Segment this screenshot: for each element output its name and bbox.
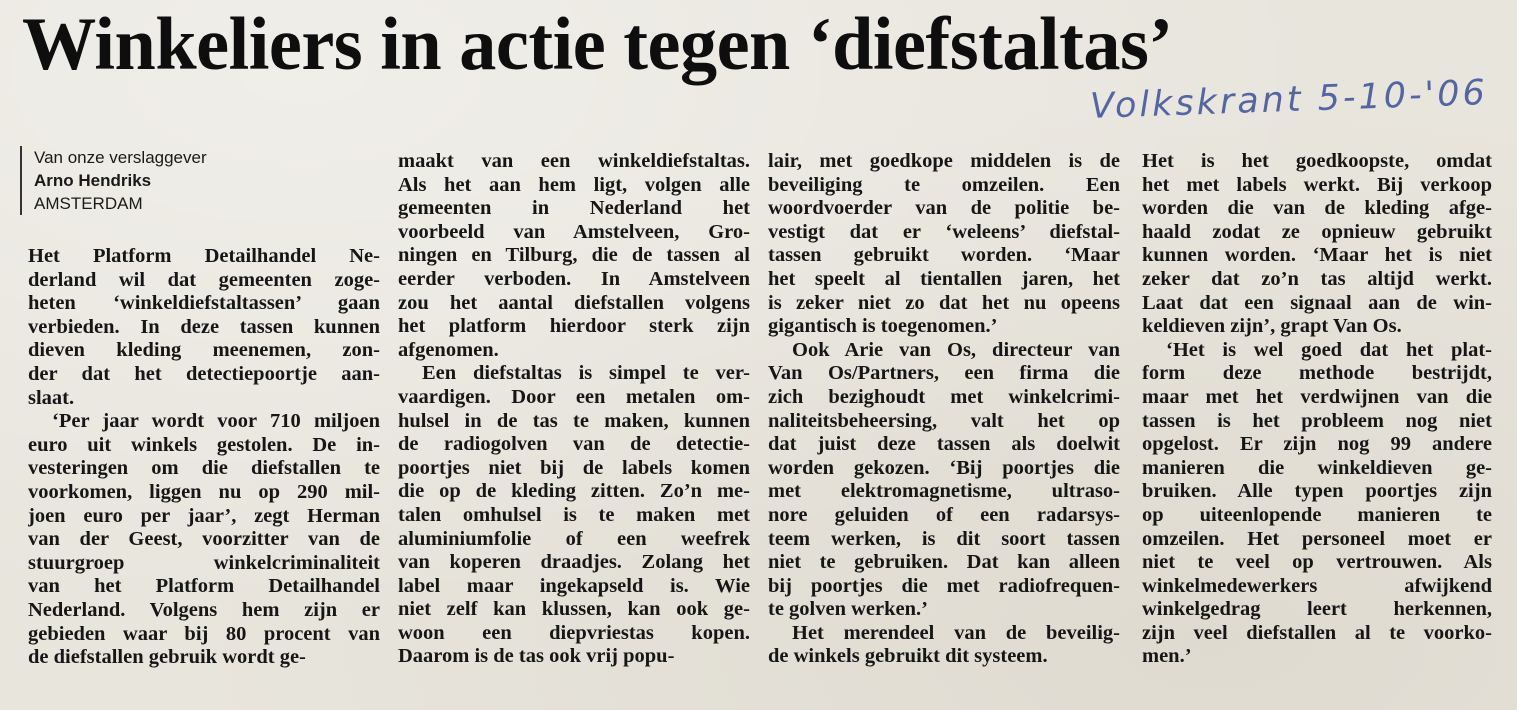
article-line: Het Platform Detailhandel Ne- — [28, 245, 380, 267]
article-line: tassen gebruikt worden. ‘Maar — [768, 244, 1120, 267]
article-headline: Winkeliers in actie tegen ‘diefstaltas’ — [22, 3, 1173, 86]
article-line: niet te veel op vertrouwen. Als — [1142, 551, 1492, 574]
article-line: keldieven zijn’, grapt Van Os. — [1142, 315, 1402, 338]
article-line: die op de kleding zitten. Zo’n me- — [398, 480, 750, 503]
article-line: bij poortjes die met radiofrequen- — [768, 574, 1120, 597]
article-line: stuurgroep winkelcriminaliteit — [28, 551, 380, 574]
article-line: zeker dat zo’n tas altijd werkt. — [1142, 267, 1492, 290]
article-line: opgelost. Er zijn nog 99 andere — [1142, 433, 1492, 456]
article-line: woordvoerder van de politie be- — [768, 197, 1120, 220]
article-line: bruiken. Alle typen poortjes zijn — [1142, 480, 1492, 503]
article-line: heten ‘winkeldiefstaltassen’ gaan — [28, 292, 380, 315]
article-line: tassen is het probleem nog niet — [1142, 409, 1492, 432]
article-line: label maar ingekapseld is. Wie — [398, 574, 750, 597]
article-line: derland wil dat gemeenten zoge- — [28, 268, 380, 291]
article-column-3 — [768, 150, 1120, 669]
article-line: men.’ — [1142, 645, 1192, 668]
article-line: beveiliging te omzeilen. Een — [768, 173, 1120, 196]
byline-author: Arno Hendriks — [34, 171, 152, 190]
article-line: haald zodat ze opnieuw gebruikt — [1142, 220, 1492, 243]
article-line: eerder verboden. In Amstelveen — [398, 267, 750, 290]
article-line: woon een diepvriestas kopen. — [398, 621, 750, 644]
article-line: vestigt dat er ‘weleens’ diefstal- — [768, 220, 1120, 243]
article-line: de radiogolven van de detectie- — [398, 433, 750, 456]
article-line: het met labels werkt. Bij verkoop — [1142, 173, 1492, 196]
article-line: Een diefstaltas is simpel te ver- — [422, 362, 750, 385]
article-line: het speelt al tientallen jaren, het — [768, 267, 1120, 290]
article-line: naliteitsbeheersing, valt het op — [768, 409, 1120, 432]
article-column-2 — [398, 150, 750, 669]
article-column-1 — [28, 245, 380, 670]
article-line: slaat. — [28, 386, 75, 409]
article-line: maar met het verdwijnen van die — [1142, 385, 1492, 408]
article-line: der dat het detectiepoortje aan- — [28, 362, 380, 385]
article-line: Het merendeel van de beveilig- — [792, 621, 1120, 644]
article-line: lair, met goedkope middelen is de — [768, 150, 1120, 172]
article-line: ‘Het is wel goed dat het plat- — [1166, 338, 1492, 361]
article-line: winkelgedrag leert herkennen, — [1142, 598, 1492, 621]
article-line: gebieden waar bij 80 procent van — [28, 622, 380, 645]
article-line: vaardigen. Door een metalen om- — [398, 385, 750, 408]
article-line: te golven werken.’ — [768, 598, 928, 621]
byline-location: AMSTERDAM — [34, 194, 143, 213]
article-line: omzeilen. Het personeel moet er — [1142, 527, 1492, 550]
article-line: euro uit winkels gestolen. De in- — [28, 433, 380, 456]
article-line: de diefstallen gebruik wordt ge- — [28, 646, 306, 669]
article-line: worden die van de kleding afge- — [1142, 197, 1492, 220]
article-line: Het is het goedkoopste, omdat — [1142, 150, 1492, 172]
article-line: van koperen draadjes. Zolang het — [398, 551, 750, 574]
article-line: Als het aan hem ligt, volgen alle — [398, 173, 750, 196]
article-line: niet zelf kan klussen, kan ook ge- — [398, 598, 750, 621]
article-line: niet te gebruiken. Dat kan alleen — [768, 551, 1120, 574]
article-line: voorbeeld van Amstelveen, Gro- — [398, 220, 750, 243]
handwritten-source-note: Volkskrant 5-10-'06 — [1089, 73, 1489, 127]
article-line: Nederland. Volgens hem zijn er — [28, 598, 380, 621]
article-line: maakt van een winkeldiefstaltas. — [398, 150, 750, 172]
article-line: is zeker niet zo dat het nu opeens — [768, 291, 1120, 314]
article-line: zich bezighoudt met winkelcrimi- — [768, 385, 1120, 408]
article-line: aluminiumfolie of een weefrek — [398, 527, 750, 550]
article-line: teem werken, is dit soort tassen — [768, 527, 1120, 550]
article-column-4 — [1142, 150, 1492, 669]
article-line: hulsel in de tas te maken, kunnen — [398, 409, 750, 432]
article-line: zijn veel diefstallen al te voorko- — [1142, 621, 1492, 644]
article-line: gigantisch is toegenomen.’ — [768, 315, 998, 338]
article-line: nore geluiden of een radarsys- — [768, 503, 1120, 526]
article-line: talen omhulsel is te maken met — [398, 503, 750, 526]
article-line: worden gekozen. ‘Bij poortjes die — [768, 456, 1120, 479]
byline-intro: Van onze verslaggever — [34, 148, 207, 167]
article-line: manieren die winkeldieven ge- — [1142, 456, 1492, 479]
article-line: zou het aantal diefstallen volgens — [398, 291, 750, 314]
article-line: Daarom is de tas ook vrij popu- — [398, 645, 675, 668]
byline — [20, 146, 207, 215]
article-line: de winkels gebruikt dit systeem. — [768, 645, 1048, 668]
article-line: van der Geest, voorzitter van de — [28, 528, 380, 551]
article-line: ‘Per jaar wordt voor 710 miljoen — [52, 410, 380, 433]
article-line: met elektromagnetisme, ultraso- — [768, 480, 1120, 503]
article-line: dieven kleding meenemen, zon- — [28, 339, 380, 362]
article-line: dat juist deze tassen als doelwit — [768, 433, 1120, 456]
article-line: van het Platform Detailhandel — [28, 575, 380, 598]
article-line: form deze methode bestrijdt, — [1142, 362, 1492, 385]
article-line: Laat dat een signaal aan de win- — [1142, 291, 1492, 314]
article-line: vesteringen om die diefstallen te — [28, 457, 380, 480]
article-line: het platform hierdoor sterk zijn — [398, 315, 750, 338]
article-line: winkelmedewerkers afwijkend — [1142, 574, 1492, 597]
article-line: kunnen worden. ‘Maar het is niet — [1142, 244, 1492, 267]
article-line: ningen en Tilburg, die de tassen al — [398, 244, 750, 267]
article-line: afgenomen. — [398, 338, 499, 361]
article-line: poortjes niet bij de labels komen — [398, 456, 750, 479]
article-line: Ook Arie van Os, directeur van — [792, 338, 1120, 361]
article-line: voorkomen, liggen nu op 290 mil- — [28, 480, 380, 503]
article-line: joen euro per jaar’, zegt Herman — [28, 504, 380, 527]
article-line: op uiteenlopende manieren te — [1142, 503, 1492, 526]
article-line: Van Os/Partners, een firma die — [768, 362, 1120, 385]
article-line: verbieden. In deze tassen kunnen — [28, 315, 380, 338]
article-line: gemeenten in Nederland het — [398, 197, 750, 220]
